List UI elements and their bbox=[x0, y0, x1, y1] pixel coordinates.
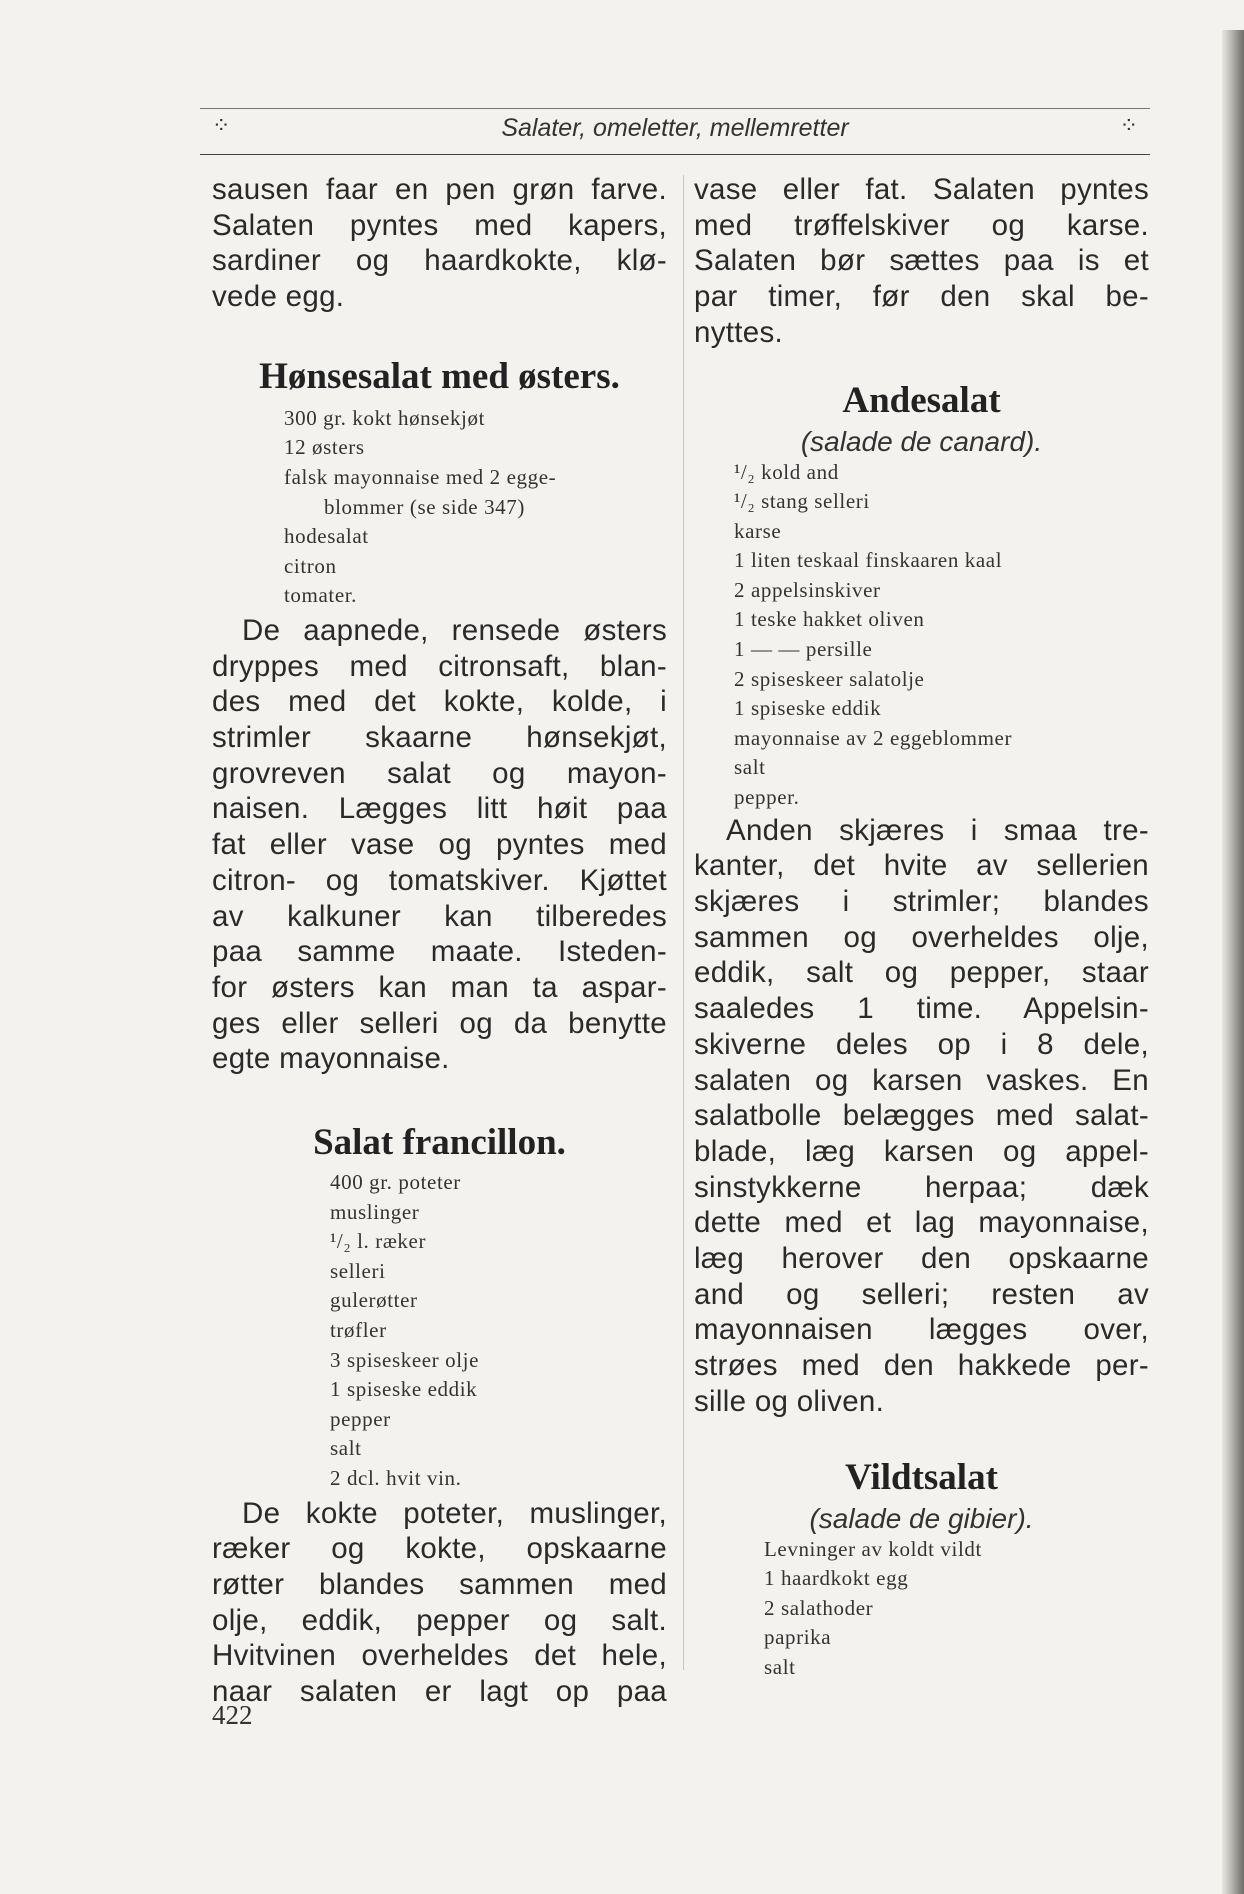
text-line: saaledes 1 time. Appelsin- bbox=[694, 992, 1149, 1026]
ingredient-item: muslinger bbox=[330, 1199, 420, 1224]
ingredient-item: ¹/₂ stang selleri bbox=[734, 489, 870, 514]
text-line: skjæres i strimler; blandes bbox=[694, 885, 1149, 919]
recipe-subtitle-andesalat: (salade de canard). bbox=[800, 425, 1043, 457]
text-line: sinstykkerne herpaa; dæk bbox=[694, 1170, 1149, 1204]
ingredient-item: blommer (se side 347) bbox=[324, 494, 525, 519]
text-line: salatbolle belægges med salat- bbox=[694, 1099, 1149, 1133]
honsesalat-instructions bbox=[212, 613, 667, 1077]
ingredient-item: 300 gr. kokt hønsekjøt bbox=[284, 405, 486, 430]
ingredient-item: salt bbox=[330, 1436, 362, 1461]
ingredient-item: 2 spiseskeer salatolje bbox=[734, 666, 925, 691]
ingredient-item: pepper bbox=[330, 1406, 391, 1431]
text-line: De aapnede, rensede østers bbox=[242, 613, 667, 647]
ingredient-item: 1 haardkokt egg bbox=[764, 1566, 909, 1591]
ingredient-item: pepper. bbox=[734, 785, 800, 810]
ingredient-item: 12 østers bbox=[284, 435, 365, 460]
text-line: sammen og overheldes olje, bbox=[694, 920, 1149, 954]
text-line: naisen. Lægges litt høit paa bbox=[212, 792, 667, 826]
ingredient-item: 1 — — persille bbox=[734, 637, 873, 662]
ingredient-list-vildtsalat bbox=[694, 1535, 1149, 1683]
ingredient-item: 1 liten teskaal finskaaren kaal bbox=[734, 548, 1003, 573]
text-line: røtter blandes sammen med bbox=[212, 1568, 667, 1602]
ingredient-list-honsesalat bbox=[212, 404, 667, 611]
right-intro-paragraph bbox=[694, 172, 1149, 351]
text-line: egte mayonnaise. bbox=[212, 1042, 450, 1076]
text-line: dette med et lag mayonnaise, bbox=[694, 1206, 1149, 1240]
ingredient-item: 400 gr. poteter bbox=[330, 1170, 461, 1195]
text-line: olje, eddik, pepper og salt. bbox=[212, 1603, 667, 1637]
ingredient-item: trøfler bbox=[330, 1318, 387, 1343]
text-line: av kalkuner kan tilberedes bbox=[212, 899, 667, 933]
text-line: strimler skaarne hønsekjøt, bbox=[212, 721, 667, 755]
text-line: Hvitvinen overheldes det hele, bbox=[212, 1639, 667, 1673]
ingredient-item: mayonnaise av 2 eggeblommer bbox=[734, 725, 1013, 750]
header-rule-top bbox=[200, 108, 1150, 109]
text-line: Salaten pyntes med kapers, bbox=[212, 208, 667, 242]
right-column bbox=[694, 172, 1149, 1683]
text-line: ges eller selleri og da benytte bbox=[212, 1006, 667, 1040]
text-line: sausen faar en pen grøn farve. bbox=[212, 173, 667, 206]
ingredient-item: hodesalat bbox=[284, 524, 369, 549]
text-line: sille og oliven. bbox=[694, 1384, 885, 1418]
text-line: dryppes med citronsaft, blan- bbox=[212, 649, 667, 683]
running-title: Salater, omeletter, mellemretter bbox=[501, 114, 849, 142]
text-line: citron- og tomatskiver. Kjøttet bbox=[212, 863, 667, 897]
page-edge-shadow bbox=[1222, 30, 1244, 1894]
column-divider bbox=[683, 175, 684, 1670]
text-line: ræker og kokte, opskaarne bbox=[212, 1532, 667, 1566]
ingredient-item: ¹/₂ kold and bbox=[734, 459, 839, 484]
text-line: læg herover den opskaarne bbox=[694, 1242, 1149, 1276]
ingredient-item: 2 dcl. hvit vin. bbox=[330, 1466, 462, 1491]
text-line: vase eller fat. Salaten pyntes bbox=[694, 173, 1149, 206]
ingredient-list-francillon bbox=[212, 1168, 667, 1494]
ingredient-item: falsk mayonnaise med 2 egge- bbox=[284, 465, 557, 489]
text-line: strøes med den hakkede per- bbox=[694, 1349, 1149, 1383]
ingredient-item: tomater. bbox=[284, 583, 358, 608]
text-line: nyttes. bbox=[694, 315, 784, 349]
text-line: med trøffelskiver og karse. bbox=[694, 208, 1149, 242]
ingredient-item: paprika bbox=[764, 1625, 832, 1650]
text-line: des med det kokte, kolde, i bbox=[212, 685, 667, 719]
text-line: eddik, salt og pepper, staar bbox=[694, 956, 1149, 990]
recipe-title-francillon: Salat francillon. bbox=[313, 1122, 566, 1164]
recipe-title-honsesalat: Hønsesalat med østers. bbox=[259, 355, 620, 397]
ingredient-item: 1 teske hakket oliven bbox=[734, 607, 925, 632]
text-line: fat eller vase og pyntes med bbox=[212, 828, 667, 862]
ingredient-item: ¹/₂ l. ræker bbox=[330, 1229, 427, 1254]
text-line: kanter, det hvite av sellerien bbox=[694, 849, 1149, 883]
ornament-right-icon: ⁘ bbox=[1119, 114, 1138, 139]
ingredient-item: 1 spiseske eddik bbox=[330, 1377, 478, 1402]
ingredient-item: selleri bbox=[330, 1258, 386, 1283]
header-rule bbox=[200, 154, 1150, 155]
text-line: skiverne deles op i 8 dele, bbox=[694, 1027, 1149, 1061]
text-line: Anden skjæres i smaa tre- bbox=[726, 813, 1149, 847]
francillon-instructions bbox=[212, 1496, 667, 1710]
ingredient-item: Levninger av koldt vildt bbox=[764, 1536, 982, 1561]
ingredient-item: citron bbox=[284, 553, 337, 578]
running-header bbox=[200, 110, 1150, 150]
text-line: blade, læg karsen og appel- bbox=[694, 1134, 1149, 1168]
text-line: naar salaten er lagt op paa bbox=[212, 1675, 667, 1709]
text-line: Salaten bør sættes paa is et bbox=[694, 244, 1149, 278]
ingredient-item: 2 salathoder bbox=[764, 1595, 874, 1620]
ingredient-item: salt bbox=[734, 755, 766, 780]
recipe-title-vildtsalat: Vildtsalat bbox=[845, 1456, 998, 1498]
ingredient-item: 3 spiseskeer olje bbox=[330, 1347, 479, 1372]
left-column bbox=[212, 172, 667, 1710]
text-line: salaten og karsen vaskes. En bbox=[694, 1063, 1149, 1097]
text-line: De kokte poteter, muslinger, bbox=[242, 1496, 667, 1530]
text-line: grovreven salat og mayon- bbox=[212, 756, 667, 790]
page-number: 422 bbox=[212, 1700, 253, 1730]
ingredient-list-andesalat bbox=[694, 458, 1149, 813]
text-line: vede egg. bbox=[212, 280, 345, 314]
ingredient-item: 2 appelsinskiver bbox=[734, 577, 881, 602]
andesalat-instructions bbox=[694, 813, 1149, 1420]
recipe-subtitle-vildtsalat: (salade de gibier). bbox=[809, 1502, 1034, 1534]
ornament-left-icon: ⁘ bbox=[212, 114, 231, 139]
ingredient-item: 1 spiseske eddik bbox=[734, 696, 882, 721]
ingredient-item: gulerøtter bbox=[330, 1288, 418, 1313]
text-line: for østers kan man ta aspar- bbox=[212, 971, 667, 1004]
ingredient-item: salt bbox=[764, 1654, 796, 1679]
text-line: par timer, før den skal be- bbox=[694, 280, 1149, 314]
recipe-title-andesalat: Andesalat bbox=[842, 379, 1001, 421]
left-intro-paragraph bbox=[212, 172, 667, 315]
text-line: paa samme maate. Isteden- bbox=[212, 935, 667, 969]
text-line: sardiner og haardkokte, klø- bbox=[212, 244, 667, 278]
text-line: and og selleri; resten av bbox=[694, 1277, 1149, 1311]
text-line: mayonnaisen lægges over, bbox=[694, 1313, 1149, 1347]
ingredient-item: karse bbox=[734, 518, 782, 543]
